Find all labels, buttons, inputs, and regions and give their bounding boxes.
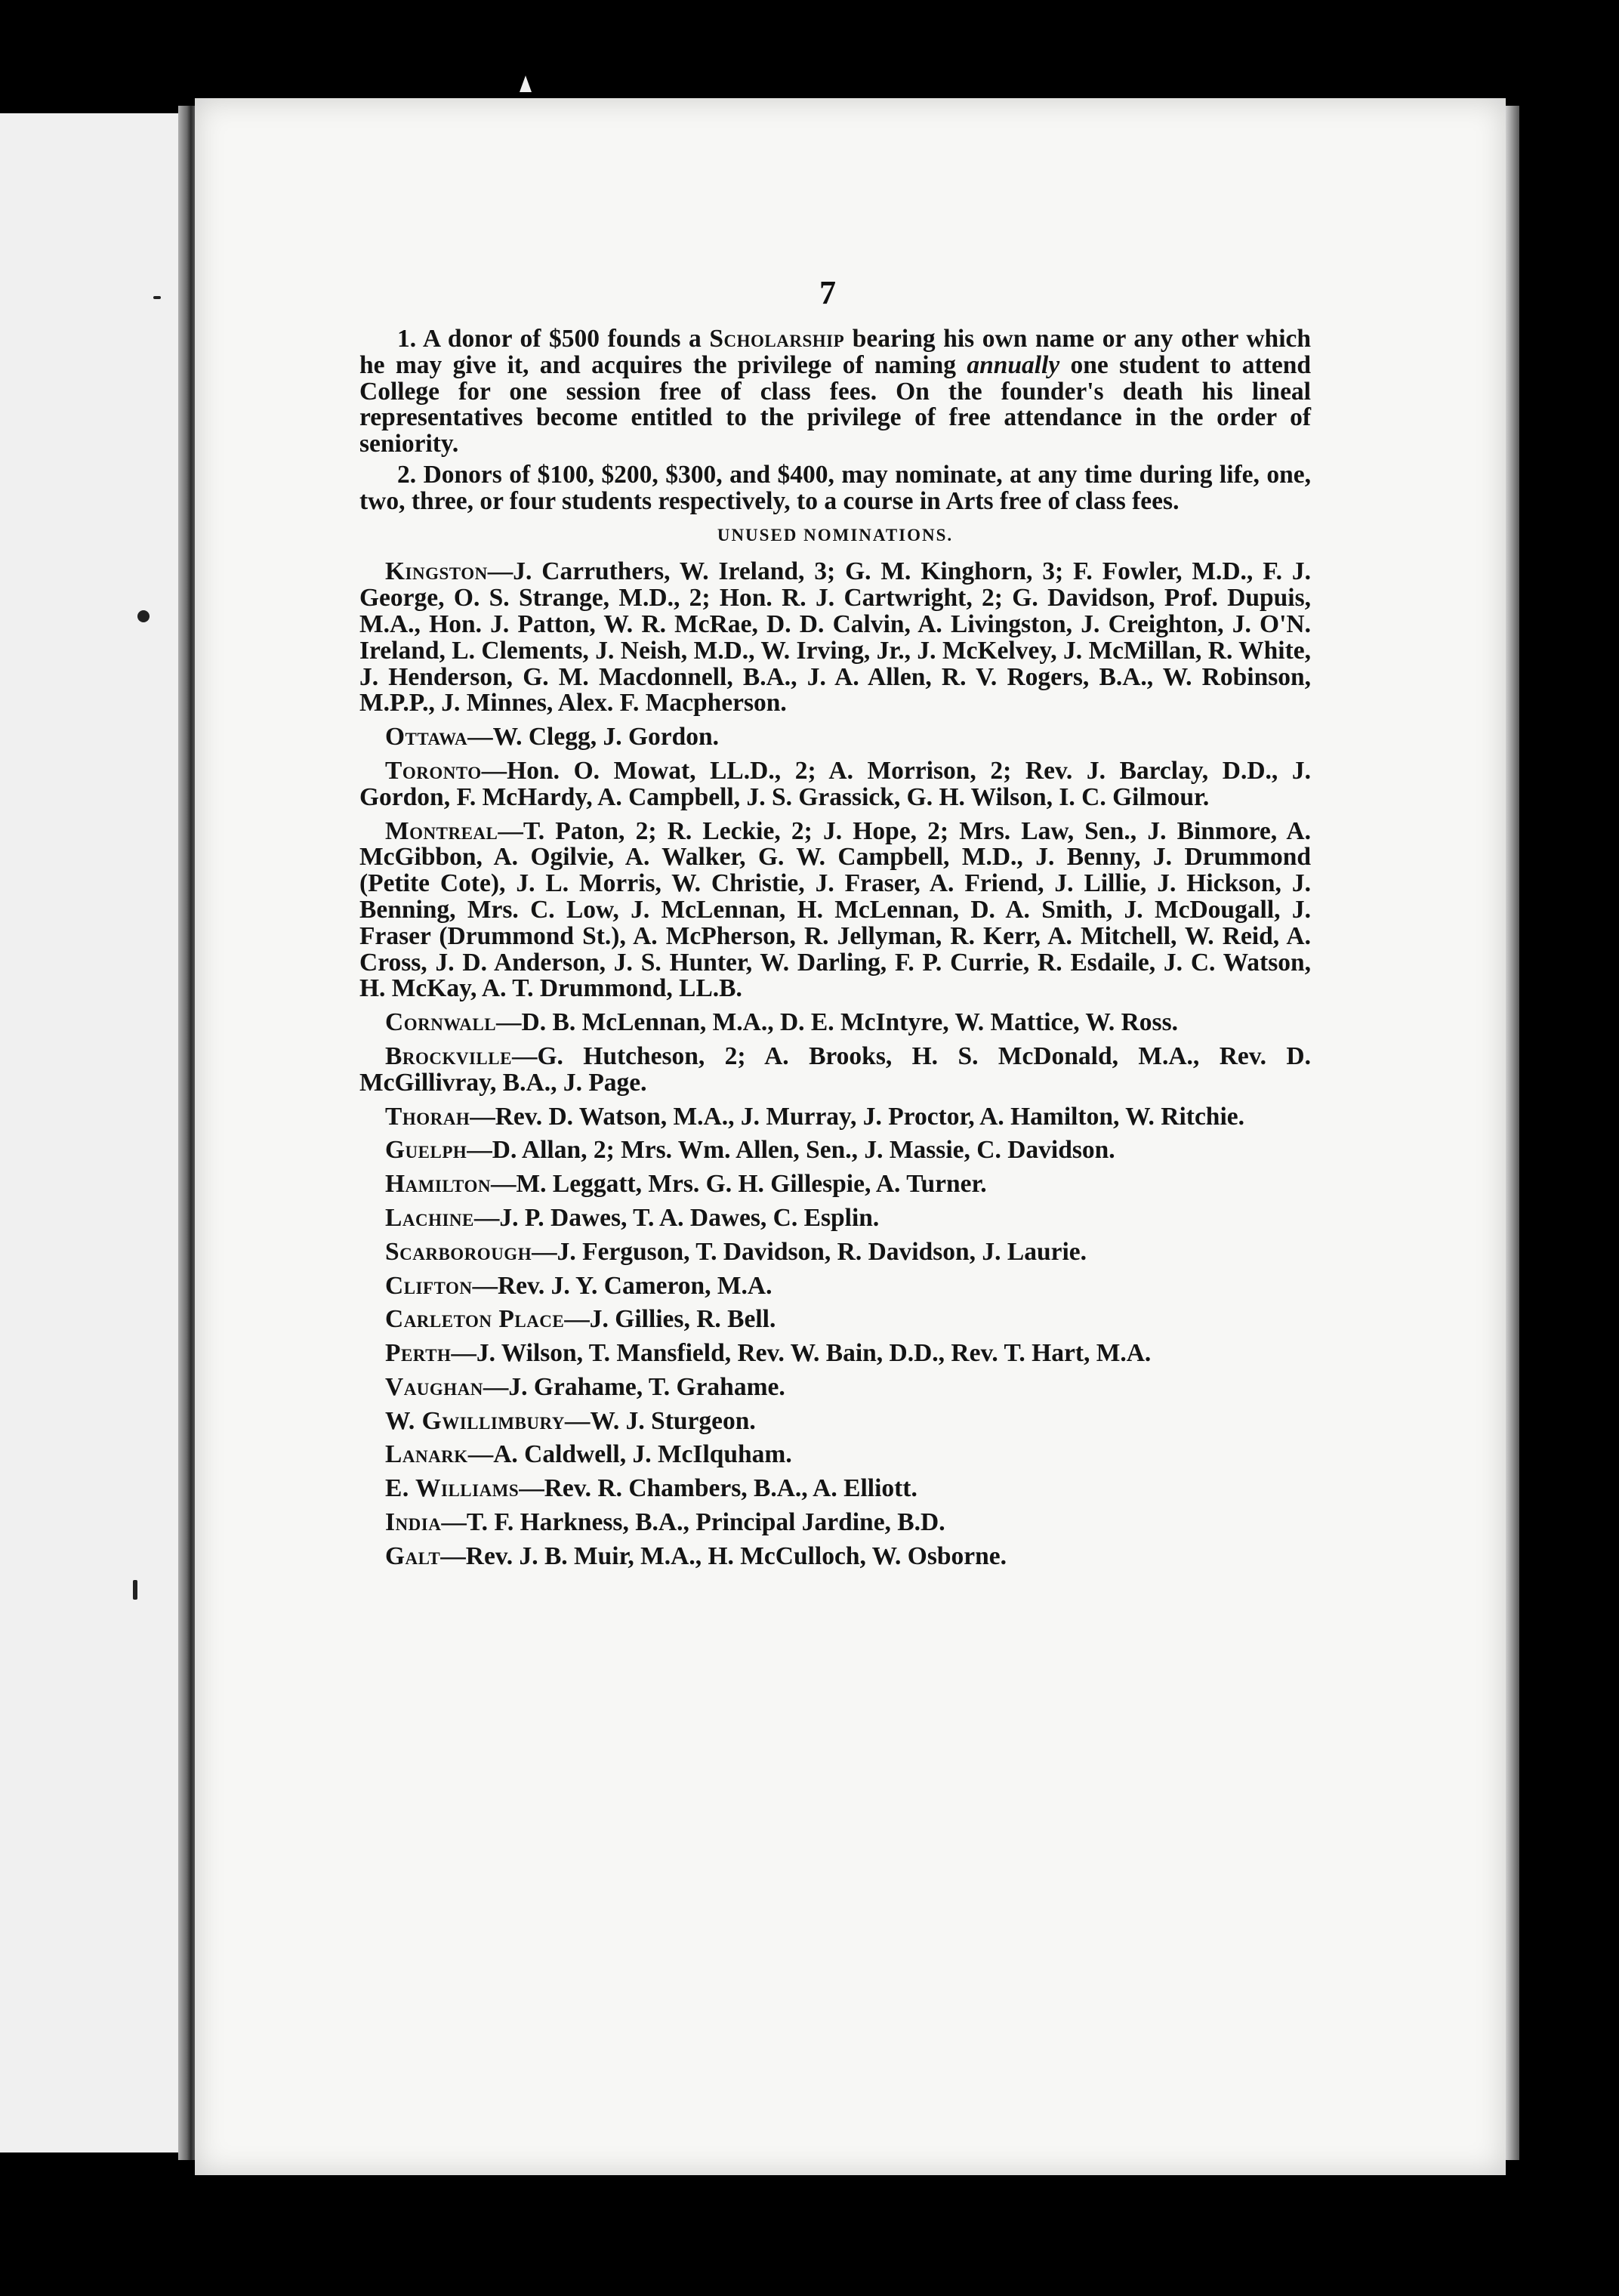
nomination-place: Hamilton [385,1170,491,1199]
paragraph-scholarship [359,326,1311,458]
nomination-entry [359,758,1311,811]
nomination-entry [359,1510,1311,1536]
nomination-names: —Rev. R. Chambers, B.A., A. Elliott. [519,1474,917,1503]
margin-speck [153,296,161,299]
page-number: 7 [819,274,836,311]
left-margin-strip [0,113,178,2152]
nomination-entry [359,1341,1311,1367]
nomination-entry [359,1104,1311,1131]
nomination-names: —G. Hutcheson, 2; A. Brooks, H. S. McDonald, M.A., Rev. D. McGillivray, B.A., J. Page. [359,1042,1311,1097]
nomination-place: Lachine [385,1203,474,1232]
nomination-names: —J. Carruthers, W. Ireland, 3; G. M. Kinghorn, 3; F. Fowler, M.D., F. J. George, O. S. Strange, M.D., 2; Hon. R. J. Cartwright, 2; G. Davidson, Prof. Dupuis, M.A., Hon. J. Patton, W. R. McRae, D. D. Calvin, A. Livingston, J. Creighton, J. O'N. Ireland, L. Clements, J. Neish, M.D., W. Irving, Jr., J. McKelvey, J. McMillan, R. White, J. Henderson, G. M. Macdonnell, B.A., J. A. Allen, R. V. Rogers, B.A., W. Robinson, M.P.P., J. Minnes, Alex. F. Macpherson. [359,557,1311,718]
section-heading: UNUSED NOMINATIONS. [717,525,954,545]
nomination-entry [359,1137,1311,1164]
nomination-entry [359,1406,1311,1435]
margin-speck [133,1580,137,1600]
top-edge-mark [520,76,532,92]
nomination-entry [359,1442,1311,1468]
nomination-entry [359,1044,1311,1097]
nomination-entry [359,1171,1311,1198]
nomination-names: —Rev. D. Watson, M.A., J. Murray, J. Proctor, A. Hamilton, W. Ritchie. [470,1102,1244,1131]
nomination-entry [359,724,1311,751]
nomination-place: Toronto [385,756,482,785]
nomination-place: Cornwall [385,1008,497,1037]
nomination-place: Vaughan [385,1372,483,1401]
nomination-entry [359,1307,1311,1333]
paragraph-text: one student to attend College for one session free of class fees. On the founder's death his lineal representatives become entitled to the privilege of free attendance in the order of seniority. [359,350,1311,458]
nomination-place: Lanark [385,1440,468,1469]
nomination-place: Scarborough [385,1237,532,1266]
nomination-names: —A. Caldwell, J. McIlquham. [467,1440,792,1469]
annually-term: annually [967,350,1060,379]
margin-speck [137,610,150,622]
nomination-place: Ottawa [385,723,468,751]
nomination-names: —T. F. Harkness, B.A., Principal Jardine, B.D. [441,1508,945,1537]
nomination-entry [359,1476,1311,1502]
nomination-names: —W. Clegg, J. Gordon. [467,723,720,751]
nomination-names: —Rev. J. Y. Cameron, M.A. [472,1271,772,1300]
paragraph-donors: 2. Donors of $100, $200, $300, and $400, may nominate, at any time during life, one, two, three, or four students respectively, to a course in Arts free of class fees. [359,460,1311,515]
nomination-names: —D. Allan, 2; Mrs. Wm. Allen, Sen., J. Massie, C. Davidson. [467,1136,1115,1165]
nomination-names: —J. Gillies, R. Bell. [564,1305,776,1334]
nomination-place: Carleton Place [385,1305,565,1334]
nomination-place: Clifton [385,1271,473,1300]
nomination-names: —D. B. McLennan, M.A., D. E. McIntyre, W. Mattice, W. Ross. [496,1008,1178,1037]
nomination-names: —J. Grahame, T. Grahame. [483,1372,785,1401]
nomination-place: Thorah [385,1102,470,1131]
nomination-place: W. Gwillimbury [385,1406,565,1435]
nomination-entry [359,1372,1311,1401]
paragraph-text: bearing his own name or any other which he may give it, and acquires the privilege of naming [359,325,1311,379]
nomination-names: —Rev. J. B. Muir, M.A., H. McCulloch, W. Osborne. [440,1541,1007,1570]
nomination-place: E. Williams [385,1474,520,1503]
nomination-entry [359,816,1311,1003]
nomination-names: —M. Leggatt, Mrs. G. H. Gillespie, A. Turner. [490,1170,987,1199]
page-edge [1506,106,1519,2160]
nomination-entry [359,1205,1311,1232]
nomination-names: —J. Wilson, T. Mansfield, Rev. W. Bain, D.D., Rev. T. Hart, M.A. [451,1339,1152,1368]
nomination-entry [359,1239,1311,1266]
paragraph-text: 1. A donor of $500 founds a [397,325,710,353]
nomination-place: Galt [385,1541,441,1570]
nomination-names: —J. P. Dawes, T. A. Dawes, C. Esplin. [473,1203,880,1232]
nomination-names: —Hon. O. Mowat, LL.D., 2; A. Morrison, 2; Rev. J. Barclay, D.D., J. Gordon, F. McHardy, A. Campbell, J. S. Grassick, G. H. Wilson, I. C. Gilmour. [359,756,1311,811]
scholarship-term: Scholarship [709,325,845,353]
nomination-place: Kingston [385,557,488,586]
nomination-entry [359,1010,1311,1036]
nomination-names: —J. Ferguson, T. Davidson, R. Davidson, J. Laurie. [532,1237,1087,1266]
nomination-entry [359,1541,1311,1570]
nomination-place: Brockville [385,1042,512,1070]
nomination-place: Montreal [385,816,498,845]
nomination-names: —W. J. Sturgeon. [564,1406,756,1435]
nomination-place: India [385,1508,442,1537]
nomination-entry [359,1273,1311,1300]
nomination-place: Perth [385,1339,452,1368]
nomination-place: Guelph [385,1136,467,1165]
nomination-entry [359,559,1311,717]
nomination-names: —T. Paton, 2; R. Leckie, 2; J. Hope, 2; Mrs. Law, Sen., J. Binmore, A. McGibbon, A. Ogilvie, A. Walker, G. W. Campbell, M.D., J. Benny, J. Drummond (Petite Cote), J. L. Morris, W. Christie, J. Fraser, A. Friend, J. Lillie, J. Hickson, J. Benning, Mrs. C. Low, J. McLennan, H. McLennan, D. A. Smith, J. McDougall, J. Fraser (Drummond St.), A. McPherson, R. Jellyman, R. Kerr, A. Mitchell, W. Reid, A. Cross, J. D. Anderson, J. S. Hunter, W. Darling, F. P. Currie, R. Esdaile, J. C. Watson, H. McKay, A. T. Drummond, LL.B. [359,816,1311,1003]
page-content [359,326,1311,1578]
